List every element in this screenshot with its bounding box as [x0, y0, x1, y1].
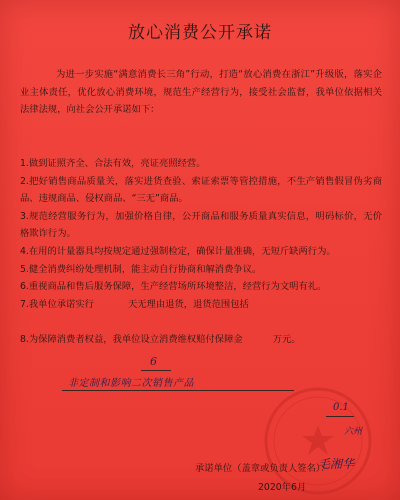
- commitment-item-8: [20, 331, 382, 349]
- commitment-item-5: 5.健全消费纠纷处理机制，能主动自行协商和解消费争议。: [20, 263, 262, 275]
- commitment-list: [20, 155, 382, 349]
- document-date: 2020年6月: [258, 482, 307, 493]
- handwritten-days: 6: [150, 355, 157, 368]
- commitment-item-4: 4.在用的计量器具均按规定通过强制检定，确保计量准确，无短斤缺两行为。: [20, 245, 336, 257]
- commitment-item-6: 6.重视商品和售后服务保障，生产经营场所环境整洁，经营行为文明有礼。: [20, 281, 327, 293]
- intro-paragraph: 为进一步实施“满意消费长三角”行动，打造“放心消费在浙江”升级版，落实企业主体责任，优化放心消费环境，规范生产经营行为，接受社会监督，我单位依据相关法律法规，向社会公开承诺如下：: [20, 69, 382, 116]
- margin-handwritten-mark: 六州: [344, 427, 363, 437]
- item7-prefix: 7.我单位承诺实行: [20, 298, 94, 310]
- commitment-item-1: 1.做到证照齐全、合法有效，亮证亮照经营。: [20, 158, 206, 169]
- commitment-item-7: [20, 296, 382, 314]
- signer-label: 承诺单位（盖章或负责人签名）：: [195, 463, 330, 474]
- handwritten-return-scope: 非定制和影响二次销售产品: [68, 378, 194, 389]
- item8-suffix: 万元。: [272, 333, 301, 345]
- item8-prefix: 8.为保障消费者权益，我单位设立消费维权赔付保障金: [20, 333, 243, 345]
- handwritten-amount: 0.1: [333, 402, 349, 413]
- scope-underline: [62, 390, 294, 391]
- handwritten-signature: 毛湘华: [318, 457, 355, 471]
- item7-middle: 天无理由退货，退货范围包括: [127, 298, 249, 310]
- document-title: 放心消费公开承诺: [128, 23, 272, 43]
- commitment-item-2: 2.把好销售商品质量关，落实进货查验、索证索票等管控措施，不生产销售假冒伪劣商品、违规商品、侵权商品、“三无”商品。: [20, 175, 382, 205]
- days-underline: [141, 370, 171, 371]
- item7-scope-line: [20, 313, 382, 331]
- commitment-item-3: 3.规范经营服务行为，加强价格自律，公开商品和服务质量真实信息，明码标价，无价格欺诈行为。: [20, 210, 382, 240]
